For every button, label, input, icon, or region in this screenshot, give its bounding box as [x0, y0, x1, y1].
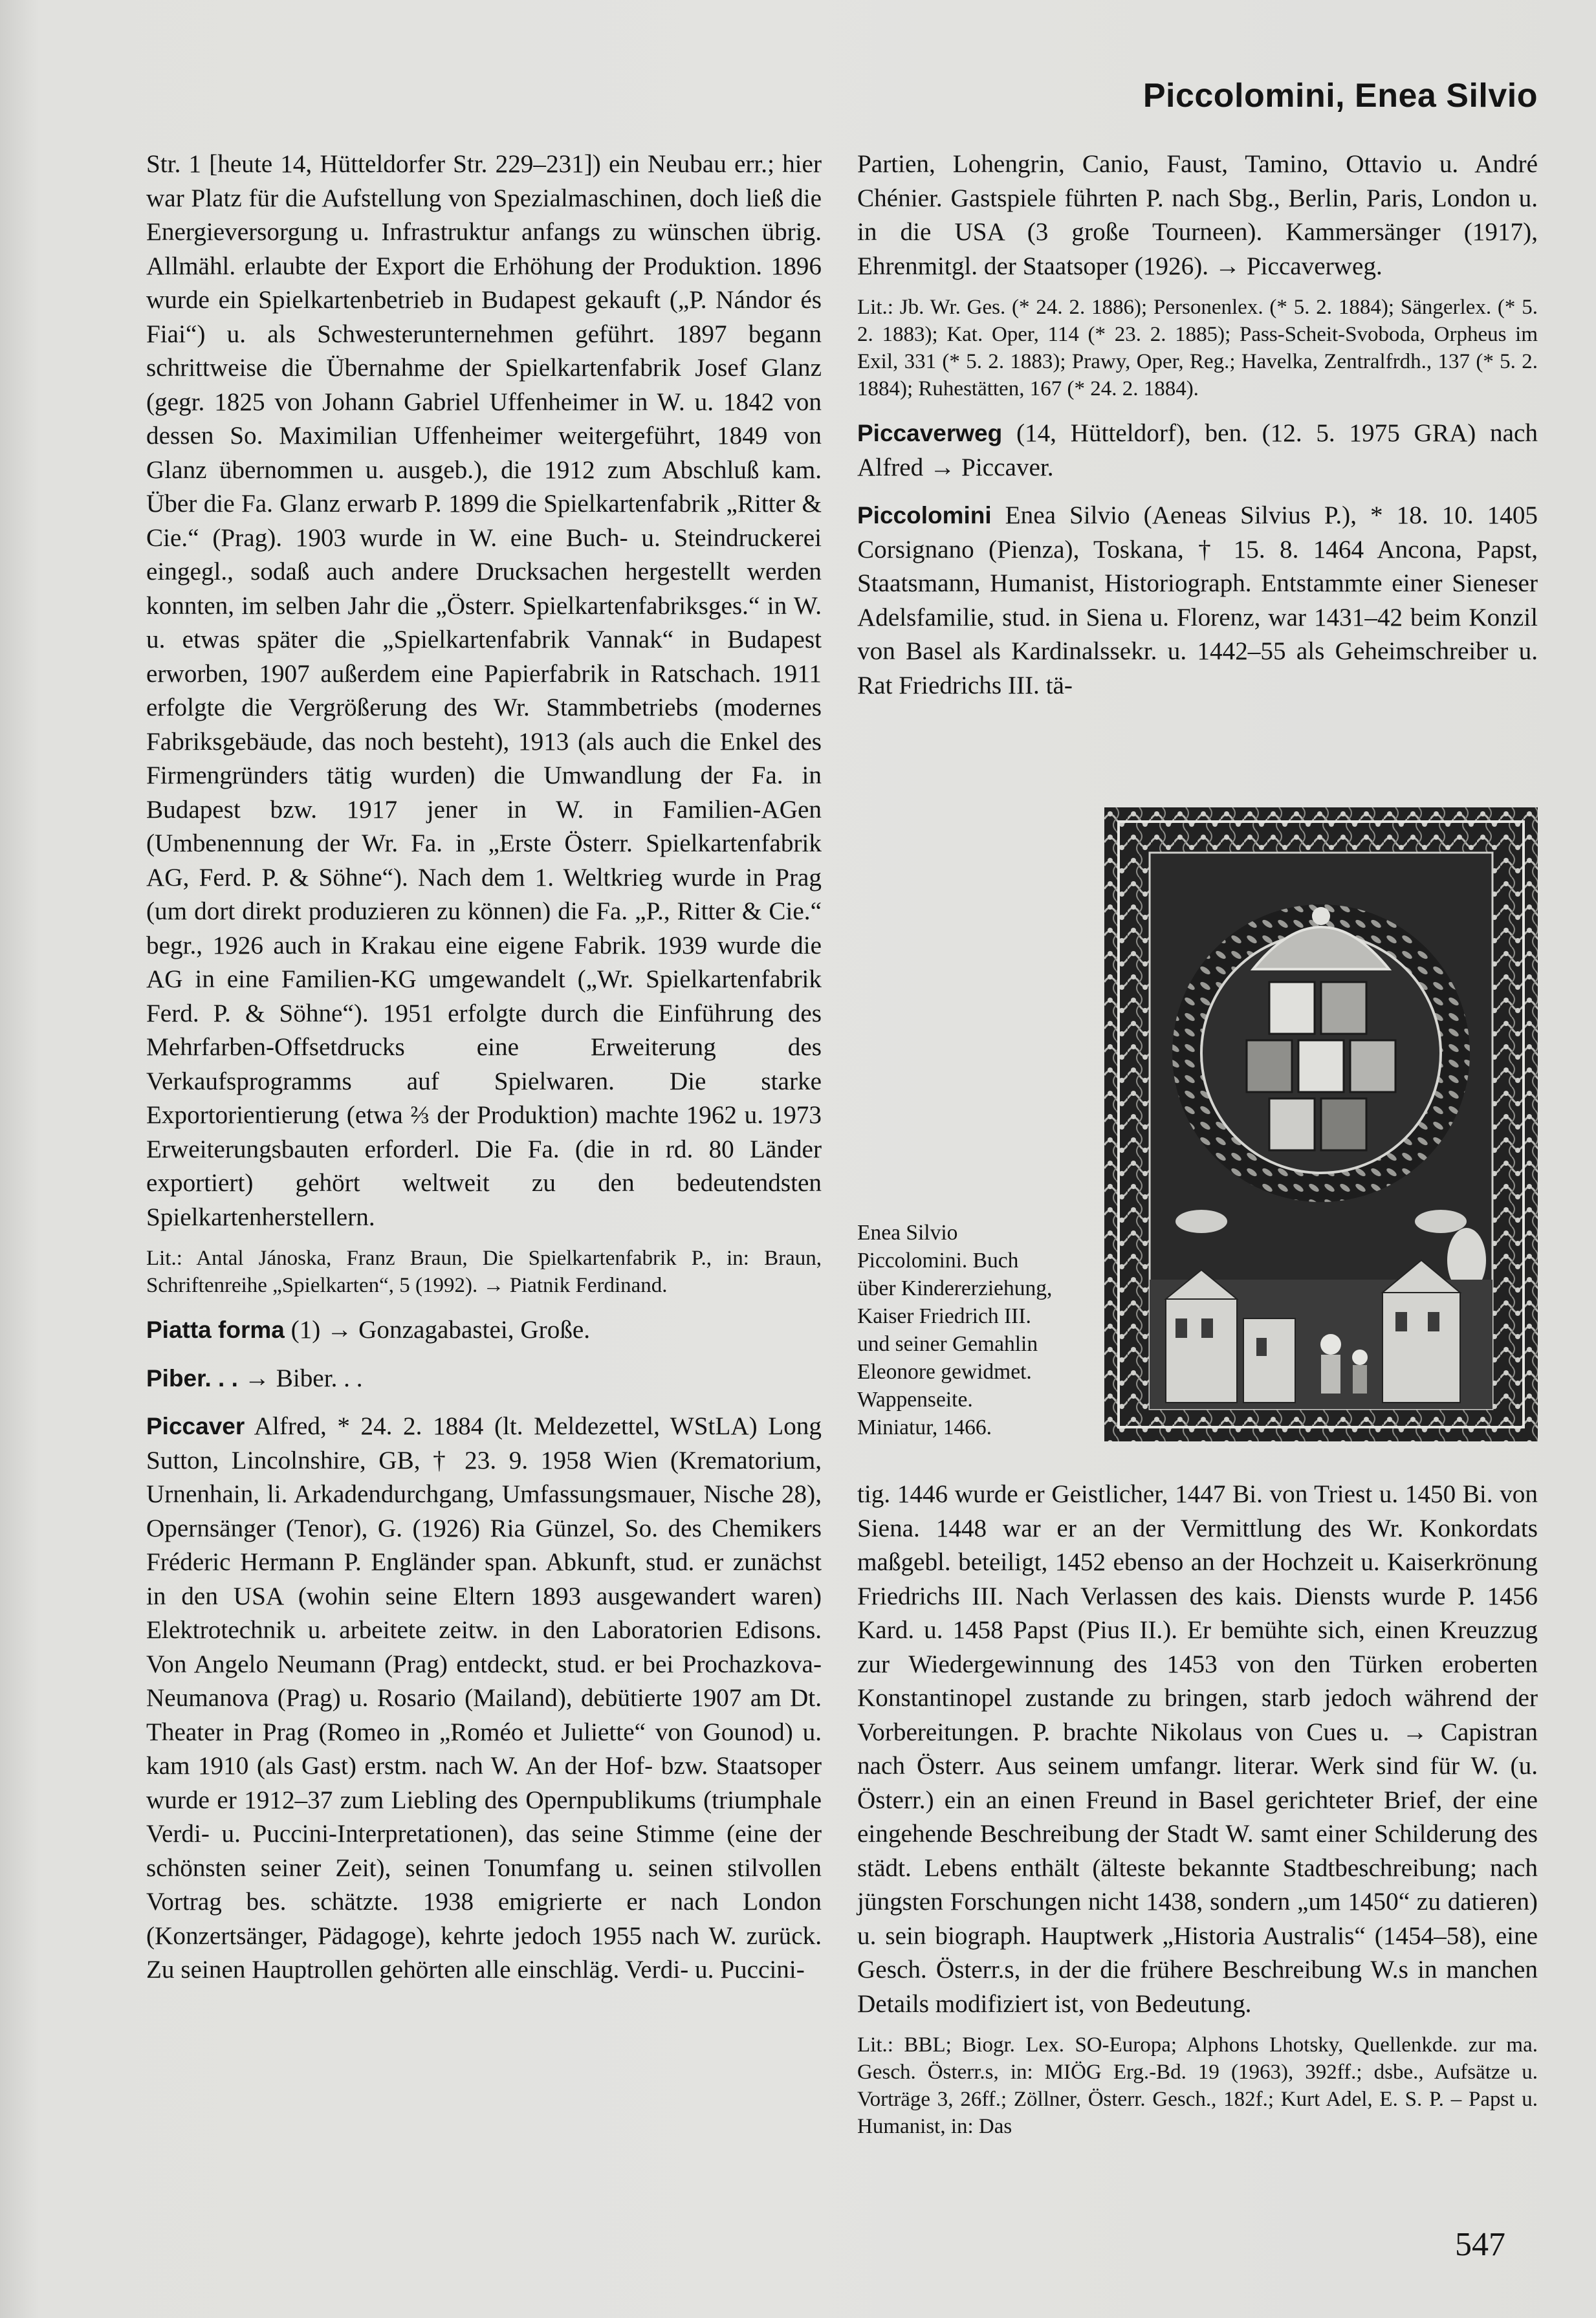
left-column: [146, 148, 822, 1987]
piccaver-literature: Lit.: Jb. Wr. Ges. (* 24. 2. 1886); Personenlex. (* 5. 2. 1884); Sängerlex. (* 5. 2. 1883); Kat. Oper, 114 (* 23. 2. 1885); Pass-Scheit-Svoboda, Orpheus im Exil, 331 (* 5. 2. 1883); Prawy, Oper, Reg.; Havelka, Zentralfrdh., 137 (* 5. 2. 1884); Ruhestätten, 167 (* 24. 2. 1884).: [857, 296, 1538, 400]
right-column-top: [857, 148, 1538, 703]
entry-piber: [146, 1362, 822, 1396]
piccolomini-literature: Lit.: BBL; Biogr. Lex. SO-Europa; Alphons Lhotsky, Quellenkde. zur ma. Gesch. Österr.s, in: MIÖG Erg.-Bd. 19 (1963), 392ff.; dsbe., Aufsätze u. Vorträge 3, 26ff.; Zöllner, Österr. Gesch., 182f.; Kurt Adel, E. S. P. – Papst u. Humanist, in: Das: [857, 2033, 1538, 2138]
running-head: Piccolomini, Enea Silvio: [1142, 77, 1538, 115]
entry-body: Enea Silvio (Aeneas Silvius P.), * 18. 10. 1405 Corsignano (Pienza), Toskana, † 15. 8. 1464 Ancona, Papst, Staatsmann, Humanist, Historiograph. Entstammte einer Sieneser Adelsfamilie, stud. in Siena u. Florenz, war 1431–42 beim Konzil von Basel als Kardinalssekr. u. 1442–55 als Geheimschreiber u. Rat Friedrichs III. tä-: [857, 501, 1538, 699]
entry-piccolomini: [857, 499, 1538, 703]
page-number: 547: [1455, 2226, 1505, 2263]
piccaver-continuation: Partien, Lohengrin, Canio, Faust, Tamino, Ottavio u. André Chénier. Gastspiele führten P. nach Sbg., Berlin, Paris, London u. in die USA (3 große Tourneen). Kammersänger (1917), Ehrenmitgl. der Staatsoper (1926). → Piccaverweg.: [857, 150, 1538, 280]
entry-body: → Biber. . .: [244, 1364, 363, 1392]
caption-line: Kaiser Friedrich III.: [857, 1304, 1031, 1328]
caption-line: Miniatur, 1466.: [857, 1416, 992, 1439]
figure-miniature: [857, 807, 1538, 1441]
caption-line: Wappenseite.: [857, 1388, 973, 1412]
caption-line: und seiner Gemahlin: [857, 1332, 1038, 1356]
piatnik-literature: Lit.: Antal Jánoska, Franz Braun, Die Spielkartenfabrik P., in: Braun, Schriftenreihe „Spielkarten“, 5 (1992). → Piatnik Ferdinand.: [146, 1247, 822, 1297]
piccolomini-continuation: tig. 1446 wurde er Geistlicher, 1447 Bi. von Triest u. 1450 Bi. von Siena. 1448 war er an der Vermittlung des Wr. Konkordats maßgebl. beteiligt, 1452 ebenso an der Hochzeit u. Kaiserkrönung Friedrichs III. Nach Verlassen des kais. Diensts wurde P. 1456 Kard. u. 1458 Papst (Pius II.). Er bemühte sich, einen Kreuzzug zur Wiedergewinnung des 1453 von den Türken eroberten Konstantinopel zustande zu bringen, starb jedoch während der Vorbereitungen. P. brachte Nikolaus von Cues u. → Capistran nach Österr. Aus seinem umfangr. literar. Werk sind für W. (u. Österr.) ein an einen Freund in Basel gerichteter Brief, der eine eingehende Beschreibung der Stadt W. samt einer Schilderung des städt. Lebens enthält (älteste bekannte Stadtbeschreibung; nach jüngsten Forschungen nicht 1438, sondern „um 1450“ zu datieren) u. sein biograph. Hauptwerk „Historia Australis“ (1454–58), eine Gesch. Österr.s, in der die frühere Beschreibung W.s in manchen Details modifiziert ist, von Bedeutung.: [857, 1480, 1538, 2018]
entry-piccaverweg: [857, 417, 1538, 485]
miniature-image: [1104, 807, 1538, 1441]
entry-piatta-forma: [146, 1313, 822, 1348]
headword-piatta-forma: Piatta forma: [146, 1317, 285, 1343]
entry-body: Alfred, * 24. 2. 1884 (lt. Meldezettel, WStLA) Long Sutton, Lincolnshire, GB, † 23. 9. 1958 Wien (Krematorium, Urnenhain, li. Arkadendurchgang, Umfassungsmauer, Nische 28), Opernsänger (Tenor), G. (1926) Ria Günzel, So. des Chemikers Fréderic Hermann P. Engländer span. Abkunft, stud. er zunächst in den USA (wohin seine Eltern 1893 ausgewandert waren) Elektrotechnik u. arbeitete zeitw. in den Laboratorien Edisons. Von Angelo Neumann (Prag) entdeckt, stud. er bei Prochazkova-Neumanova (Prag) u. Rosario (Mailand), debütierte 1907 am Dt. Theater in Prag (Romeo in „Roméo et Juliette“ von Gounod) u. kam 1910 (als Gast) erstm. nach W. An der Hof- bzw. Staatsoper wurde er 1912–37 zum Liebling des Opernpublikums (triumphale Verdi- u. Puccini-Interpretationen), das seine Stimme (eine der schönsten seiner Zeit), seinen Tonumfang u. seinen stilvollen Vortrag bes. schätzte. 1938 emigrierte er nach London (Konzertsänger, Pädagoge), kehrte jedoch 1955 nach W. zurück. Zu seinen Hauptrollen gehörten alle einschläg. Verdi- u. Puccini-: [146, 1412, 822, 1984]
entry-body: (14, Hütteldorf), ben. (12. 5. 1975 GRA) nach Alfred → Piccaver.: [857, 419, 1538, 481]
miniature-illustration: [1104, 807, 1538, 1441]
entry-body: (1) → Gonzagabastei, Große.: [290, 1316, 591, 1344]
figure-caption: [857, 1219, 1090, 1441]
headword-piccaver: Piccaver: [146, 1413, 245, 1439]
right-column-bottom: [857, 1478, 1538, 2149]
caption-line: Eleonore gewidmet.: [857, 1360, 1032, 1384]
headword-piccolomini: Piccolomini: [857, 502, 992, 529]
caption-line: Piccolomini. Buch: [857, 1249, 1019, 1273]
headword-piccaverweg: Piccaverweg: [857, 420, 1003, 446]
caption-line: über Kindererziehung,: [857, 1276, 1053, 1300]
headword-piber: Piber. . .: [146, 1364, 238, 1392]
entry-piccaver: [146, 1410, 822, 1987]
caption-line: Enea Silvio: [857, 1221, 958, 1245]
piatnik-continuation-paragraph: Str. 1 [heute 14, Hütteldorfer Str. 229–231]) ein Neubau err.; hier war Platz für die Aufstellung von Spezialmaschinen, doch ließ die Energieversorgung u. Infrastruktur anfangs zu wünschen übrig. Allmähl. erlaubte der Export die Erhöhung der Produktion. 1896 wurde ein Spielkartenbetrieb in Budapest gekauft („P. Nándor és Fiai“) u. als Schwesterunternehmen geführt. 1897 begann schrittweise die Übernahme der Spielkartenfabrik Josef Glanz (gegr. 1825 von Johann Gabriel Uffenheimer in W. u. 1842 von dessen So. Maximilian Uffenheimer weitergeführt, 1849 von Glanz übernommen u. ausgeb.), die 1912 zum Abschluß kam. Über die Fa. Glanz erwarb P. 1899 die Spielkartenfabrik „Ritter & Cie.“ (Prag). 1903 wurde in W. eine Buch- u. Steindruckerei eingegl., sodaß auch andere Drucksachen hergestellt werden konnten, im selben Jahr die „Österr. Spielkartenfabriksges.“ in W. u. etwas später die „Spielkartenfabrik Vannak“ in Budapest erworben, 1907 außerdem eine Papierfabrik in Ratschach. 1911 erfolgte die Vergrößerung des Wr. Stammbetriebs (modernes Fabriksgebäude, das noch besteht), 1913 (als auch die Enkel des Firmengründers tätig wurden) die Umwandlung der Fa. in Budapest bzw. 1917 jener in W. in Familien-AGen (Umbenennung der Wr. Fa. in „Erste Österr. Spielkartenfabrik AG, Ferd. P. & Söhne“). Nach dem 1. Weltkrieg wurde in Prag (um dort direkt produzieren zu können) die Fa. „P., Ritter & Cie.“ begr., 1926 auch in Krakau eine eigene Fabrik. 1939 wurde die AG in eine Familien-KG umgewandelt („Wr. Spielkartenfabrik Ferd. P. & Söhne“). 1951 erfolgte durch die Einführung des Mehrfarben-Offsetdrucks eine Erweiterung des Verkaufsprogramms auf Spielwaren. Die starke Exportorientierung (etwa ⅔ der Produktion) machte 1962 u. 1973 Erweiterungsbauten erforderl. Die Fa. (die in rd. 80 Länder exportiert) gehört weltweit zu den bedeutendsten Spielkartenherstellern.: [146, 150, 822, 1231]
